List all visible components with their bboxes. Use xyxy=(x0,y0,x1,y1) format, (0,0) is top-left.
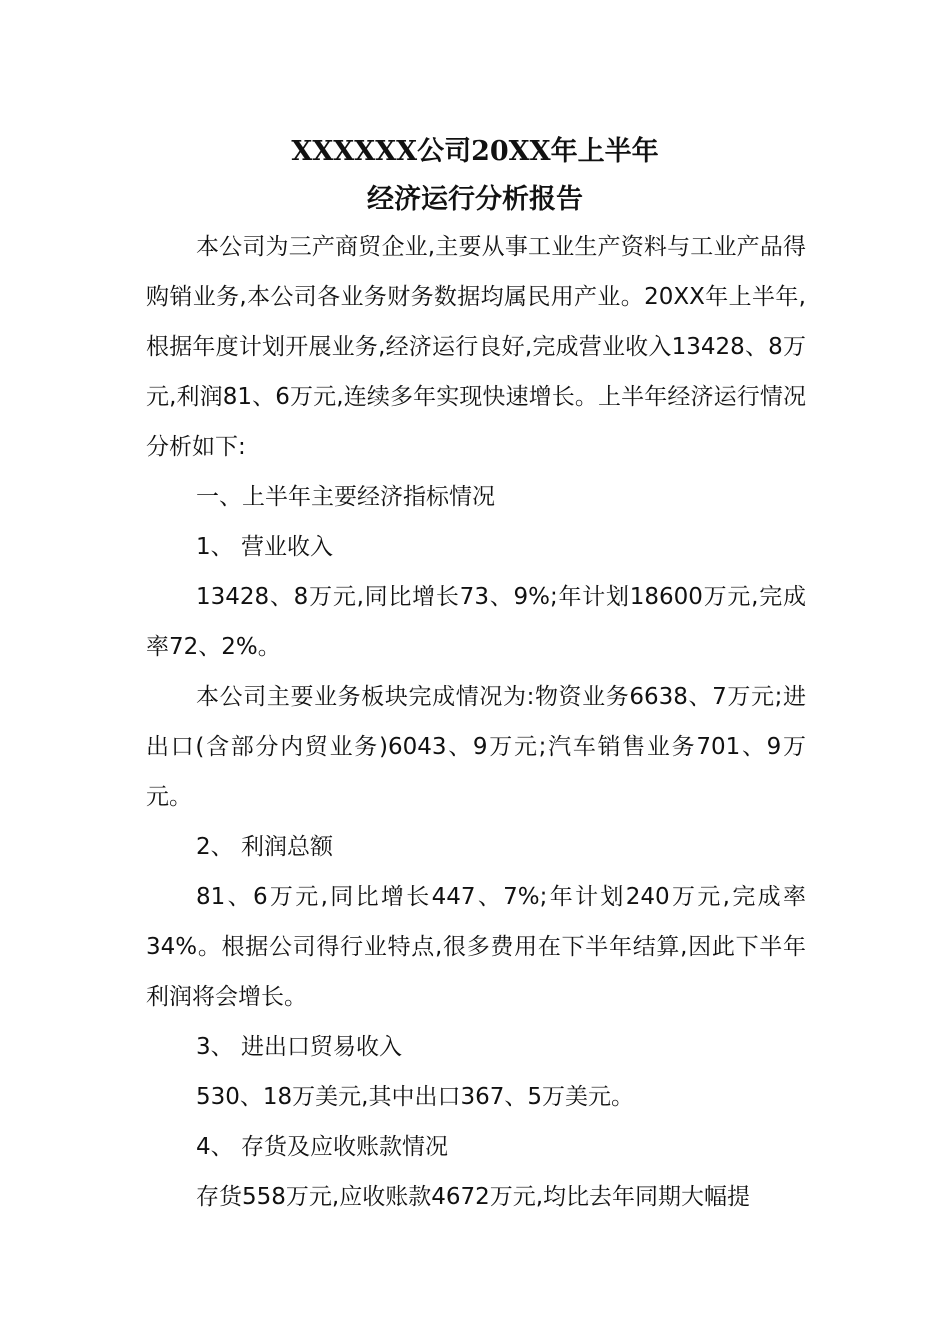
section-heading-main-indicators: 一、上半年主要经济指标情况 xyxy=(196,484,495,510)
document-body xyxy=(146,222,806,1222)
subheading-total-profit: 2、 利润总额 xyxy=(196,834,333,860)
business-segments-paragraph: 本公司主要业务板块完成情况为:物资业务6638、7万元;进出口(含部分内贸业务)6043、9万元;汽车销售业务701、9万元。 xyxy=(146,684,806,810)
subheading-inventory-receivables: 4、 存货及应收账款情况 xyxy=(196,1134,448,1160)
subheading-revenue: 1、 营业收入 xyxy=(196,534,333,560)
inventory-receivables-paragraph: 存货558万元,应收账款4672万元,均比去年同期大幅提 xyxy=(196,1184,751,1210)
revenue-paragraph: 13428、8万元,同比增长73、9%;年计划18600万元,完成率72、2%。 xyxy=(146,584,806,660)
subheading-import-export: 3、 进出口贸易收入 xyxy=(196,1034,402,1060)
document-title-line-2: 经济运行分析报告 xyxy=(367,184,583,215)
intro-paragraph: 本公司为三产商贸企业,主要从事工业生产资料与工业产品得购销业务,本公司各业务财务数据均属民用产业。20XX年上半年,根据年度计划开展业务,经济运行良好,完成营业收入13428、8万元,利润81、6万元,连续多年实现快速增长。上半年经济运行情况分析如下: xyxy=(146,234,806,460)
document-title-line-1: XXXXXX公司20XX年上半年 xyxy=(291,136,659,167)
import-export-paragraph: 530、18万美元,其中出口367、5万美元。 xyxy=(196,1084,635,1110)
profit-paragraph: 81、6万元,同比增长447、7%;年计划240万元,完成率34%。根据公司得行业特点,很多费用在下半年结算,因此下半年利润将会增长。 xyxy=(146,884,806,1010)
